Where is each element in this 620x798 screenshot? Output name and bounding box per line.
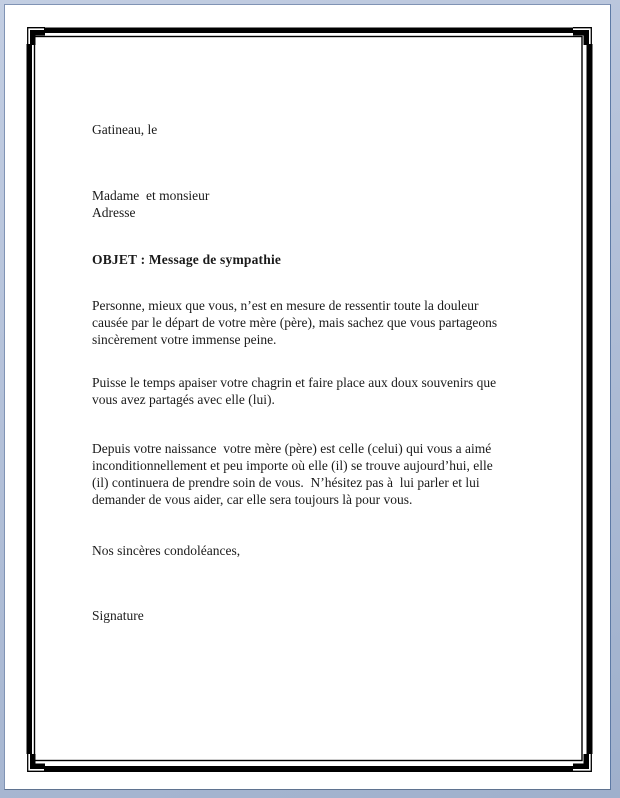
paragraph-line: causée par le départ de votre mère (père), mais sachez que vous partageons bbox=[92, 315, 498, 330]
letter-signature-line bbox=[92, 607, 542, 624]
subject-text: OBJET : Message de sympathie bbox=[92, 252, 282, 267]
letter-paragraph bbox=[92, 440, 542, 508]
signature-text: Signature bbox=[92, 608, 144, 623]
paragraph-line: demander de vous aider, car elle sera toujours là pour vous. bbox=[92, 492, 413, 507]
letter-subject-line bbox=[92, 251, 542, 268]
letter-date-line bbox=[92, 121, 542, 138]
letter-closing-line bbox=[92, 542, 542, 559]
paragraph-line: sincèrement votre immense peine. bbox=[92, 332, 277, 347]
closing-text: Nos sincères condoléances, bbox=[92, 543, 241, 558]
letter-recipient-block bbox=[92, 187, 542, 221]
paragraph-line: vous avez partagés avec elle (lui). bbox=[92, 392, 275, 407]
letter-paragraph bbox=[92, 297, 542, 348]
recipient-name: Madame et monsieur bbox=[92, 188, 210, 203]
date-text: Gatineau, le bbox=[92, 122, 158, 137]
letter-paragraph bbox=[92, 374, 542, 408]
paragraph-line: Personne, mieux que vous, n’est en mesure de ressentir toute la douleur bbox=[92, 298, 479, 313]
paragraph-line: Depuis votre naissance votre mère (père) est celle (celui) qui vous a aimé bbox=[92, 441, 492, 456]
paragraph-line: Puisse le temps apaiser votre chagrin et faire place aux doux souvenirs que bbox=[92, 375, 497, 390]
paragraph-line: inconditionnellement et peu importe où elle (il) se trouve aujourd’hui, elle bbox=[92, 458, 493, 473]
recipient-address: Adresse bbox=[92, 205, 136, 220]
paragraph-line: (il) continuera de prendre soin de vous. N’hésitez pas à lui parler et lui bbox=[92, 475, 480, 490]
